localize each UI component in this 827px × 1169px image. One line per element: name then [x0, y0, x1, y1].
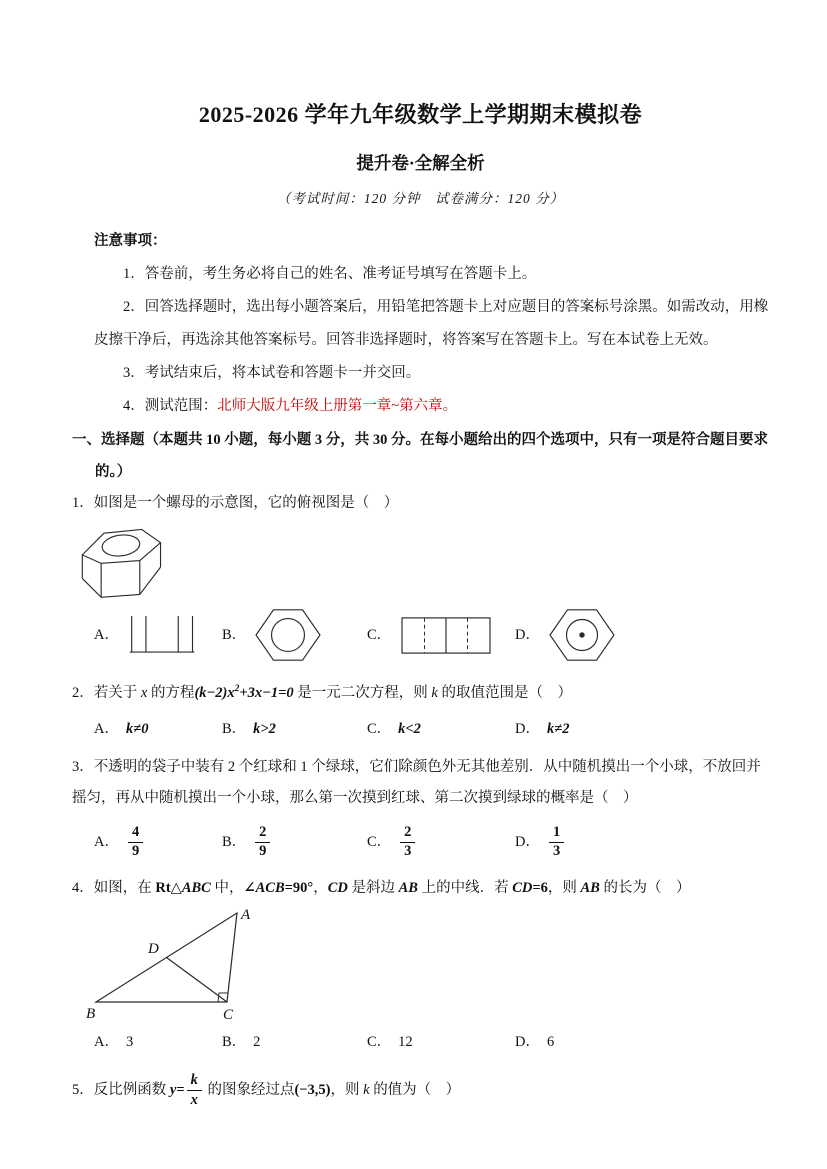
- q1-option-d-label: D．: [515, 627, 540, 643]
- q2-option-d: [515, 714, 769, 744]
- notice-item-4-prefix: 4．测试范围：: [123, 398, 218, 414]
- question-4-text: 4．如图，在 Rt△ABC 中，∠ACB=90°，CD 是斜边 AB 上的中线．若 CD=6，则 AB 的长为（ ）: [72, 880, 691, 896]
- q4-option-d: [515, 1027, 769, 1057]
- notice-item-4: [94, 390, 769, 423]
- question-2-text: 2．若关于 x 的方程$(k-2)x^2+3x-1=0$ 是一元二次方程，则 k 的取值范围是（ ）: [72, 684, 572, 701]
- triangle-label-b: B: [86, 1006, 96, 1022]
- hex-nut-3d-figure: [72, 520, 168, 602]
- question-4-options: [94, 1027, 769, 1057]
- q2-option-c-value: k<2: [398, 721, 421, 737]
- q2-option-b: [222, 714, 367, 744]
- notice-section: [94, 225, 769, 423]
- section-heading-choice: 一、选择题（本题共 10 小题，每小题 3 分，共 30 分。在每小题给出的四个选项中，只有一项是符合题目要求的。）: [72, 432, 768, 480]
- q1-option-b-label: B．: [222, 627, 247, 643]
- q1-option-a-label: A．: [94, 627, 119, 643]
- q3-option-a-label: A．: [94, 834, 119, 850]
- question-3-options: [94, 819, 769, 865]
- q1-option-a: [94, 612, 222, 658]
- hexagon-with-circle-and-dot-icon: [547, 604, 617, 666]
- notice-item-3: 3．考试结束后，将本试卷和答题卡一并交回。: [123, 365, 421, 381]
- q2-option-d-value: k≠2: [546, 721, 570, 737]
- q4-option-d-label: D．: [515, 1034, 540, 1050]
- q3-option-d: [515, 825, 769, 859]
- q3-option-c: [367, 825, 515, 859]
- exam-info: （考试时间：120 分钟 试卷满分：120 分）: [276, 191, 565, 206]
- q3-option-a: [94, 825, 222, 859]
- q3-option-d-fraction: $\frac{1}{3}$: [549, 825, 564, 859]
- q4-option-b-value: 2: [253, 1034, 261, 1050]
- question-2: [72, 678, 769, 744]
- q3-option-b: [222, 825, 367, 859]
- q1-option-b: [222, 604, 367, 666]
- q2-option-a-label: A．: [94, 721, 119, 737]
- hexagon-with-circle-icon: [253, 604, 323, 666]
- q3-option-b-fraction: $\frac{2}{9}$: [255, 825, 270, 859]
- notice-heading: 注意事项：: [94, 233, 167, 249]
- question-3-text: 3．不透明的袋子中装有 2 个红球和 1 个绿球，它们除颜色外无其他差别．从中随机摸出一个小球，不放回并摇匀，再从中随机摸出一个小球，那么第一次摸到红球、第二次摸到绿球的概率是（ ）: [72, 759, 761, 806]
- front-view-segments-icon: [126, 612, 202, 658]
- notice-item-1: 1．答卷前，考生务必将自己的姓名、准考证号填写在答题卡上。: [123, 266, 537, 282]
- question-4: [72, 873, 769, 1057]
- subtitle: 提升卷·全解全析: [356, 153, 485, 173]
- question-5-text: 5．反比例函数 y= $\frac{k}{x}$ 的图象经过点(−3,5)，则 k 的值为（ ）: [72, 1072, 461, 1108]
- triangle-label-c: C: [223, 1007, 234, 1023]
- right-triangle-figure: [84, 905, 284, 1023]
- question-2-options: [94, 714, 769, 744]
- q2-option-c: [367, 714, 515, 744]
- q4-option-b: [222, 1027, 367, 1057]
- q2-option-a: [94, 714, 222, 744]
- question-1-text: 1．如图是一个螺母的示意图，它的俯视图是（ ）: [72, 495, 399, 511]
- q1-option-c-label: C．: [367, 627, 392, 643]
- q4-option-a-value: 3: [125, 1034, 134, 1050]
- q3-option-b-label: B．: [222, 834, 247, 850]
- rectangle-with-dashed-lines-icon: [398, 614, 494, 657]
- q3-option-d-label: D．: [515, 834, 540, 850]
- question-5: [72, 1069, 769, 1111]
- q4-option-a-label: A．: [94, 1034, 119, 1050]
- notice-item-2: 2．回答选择题时，选出每小题答案后，用铅笔把答题卡上对应题目的答案标号涂黑。如需改动，用橡皮擦干净后，再选涂其他答案标号。回答非选择题时，将答案写在答题卡上。写在本试卷上无效。: [94, 299, 769, 348]
- page-title: 2025-2026 学年九年级数学上学期期末模拟卷: [198, 102, 643, 127]
- q2-option-c-label: C．: [367, 721, 392, 737]
- q4-option-d-value: 6: [546, 1034, 555, 1050]
- q1-option-d: [515, 604, 769, 666]
- notice-item-4-scope: 北师大版九年级上册第一章~第六章。: [217, 398, 458, 414]
- question-1: [72, 488, 769, 666]
- q2-option-a-value: k≠0: [125, 721, 149, 737]
- q4-option-c-label: C．: [367, 1034, 392, 1050]
- question-1-options: [94, 604, 769, 666]
- triangle-label-a: A: [241, 907, 251, 923]
- q4-option-b-label: B．: [222, 1034, 247, 1050]
- q3-option-c-fraction: $\frac{2}{3}$: [400, 825, 415, 859]
- q4-option-c: [367, 1027, 515, 1057]
- q2-option-d-label: D．: [515, 721, 540, 737]
- q3-option-c-label: C．: [367, 834, 392, 850]
- q3-option-a-fraction: $\frac{4}{9}$: [128, 825, 143, 859]
- q4-option-c-value: 12: [398, 1034, 413, 1050]
- triangle-label-d: D: [148, 941, 159, 957]
- q1-option-c: [367, 614, 515, 657]
- q4-option-a: [94, 1027, 222, 1057]
- question-3: [72, 752, 769, 865]
- q2-option-b-value: k>2: [253, 721, 276, 737]
- q2-option-b-label: B．: [222, 721, 247, 737]
